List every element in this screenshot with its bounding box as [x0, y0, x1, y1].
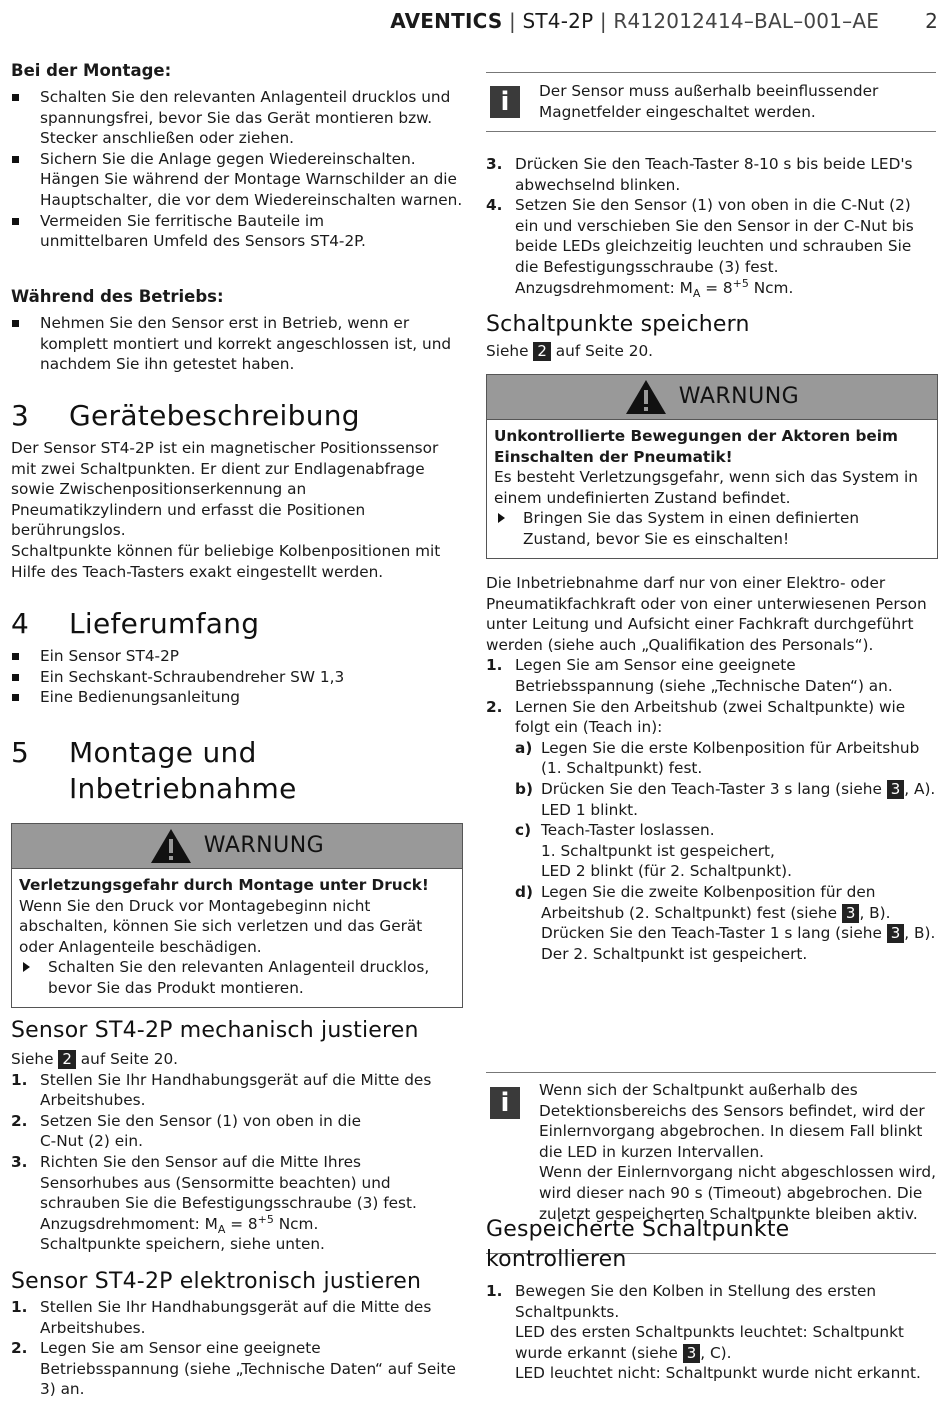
- section-number: 5: [11, 736, 30, 769]
- list-item: [11, 1070, 463, 1111]
- subsection-title: Schaltpunkte speichern: [486, 312, 750, 337]
- section-heading: [11, 735, 463, 807]
- step-number: 4.: [486, 196, 503, 215]
- step-text: Legen Sie die erste Kolbenposition für Arbeitshub (1. Schaltpunkt) fest.: [541, 738, 920, 778]
- list-item: [515, 882, 938, 964]
- step-number: 3.: [486, 155, 503, 173]
- info-paragraph: Wenn sich der Schaltpunkt außerhalb des Detektionsbereichs des Sensors befindet, wird der Einlernvorgang abgebrochen. In diesem Fall blinkt die LED in kurzen Intervallen.: [539, 1081, 925, 1161]
- step-text: Drücken Sie den Teach-Taster 1 s lang (siehe: [541, 924, 887, 943]
- step-text: , A).: [904, 779, 936, 798]
- title-line: Gespeicherte Schaltpunkte: [486, 1217, 790, 1242]
- section-5: [11, 735, 463, 807]
- see-reference: [486, 341, 938, 362]
- paragraph: Die Inbetriebnahme darf nur von einer Elektro- oder Pneumatikfachkraft oder von einer unterwiesenen Person unter Leitung und Aufsicht einer Fachkraft durchgeführt werden (siehe auch „Qualifikation des Personals“).: [486, 574, 927, 654]
- warning-headline: Verletzungsgefahr durch Montage unter Druck!: [19, 876, 429, 894]
- page-number: 2: [925, 9, 938, 33]
- step-note: LED 2 blinkt (für 2. Schaltpunkt).: [541, 862, 792, 881]
- product-name: ST4-2P: [522, 9, 594, 33]
- betrieb-section: [11, 286, 463, 375]
- figure-ref-box: 2: [533, 342, 551, 361]
- commissioning-steps: [486, 655, 938, 964]
- section-title: Montage und: [69, 736, 257, 769]
- step-text: Lernen Sie den Arbeitshub (zwei Schaltpunkte) wie folgt ein (Teach in):: [515, 697, 906, 737]
- list-item: [486, 1281, 938, 1384]
- step-number: 2.: [486, 697, 503, 716]
- montage-heading: Bei der Montage:: [11, 61, 172, 80]
- section-number: 4: [11, 607, 30, 640]
- step-text: Drücken Sie den Teach-Taster 8-10 s bis beide LED's abwechselnd blinken.: [515, 155, 913, 194]
- montage-list: [11, 87, 463, 252]
- step-number: 2.: [11, 1339, 28, 1358]
- betrieb-heading: Während des Betriebs:: [11, 287, 224, 306]
- step-number: 1.: [11, 1070, 28, 1089]
- figure-ref-box: 3: [683, 1344, 701, 1363]
- torque-text: Anzugsdrehmoment: M: [515, 278, 693, 297]
- step-text: Legen Sie am Sensor eine geeignete Betriebsspannung (siehe „Technische Daten“) an.: [515, 656, 893, 695]
- list-item: [515, 738, 938, 779]
- list-item: [11, 1111, 463, 1152]
- subsection-title: Sensor ST4-2P elektronisch justieren: [11, 1269, 422, 1294]
- step-text: Drücken Sie den Teach-Taster 3 s lang (siehe: [541, 779, 887, 798]
- list-item: Vermeiden Sie ferritische Bauteile im unmittelbaren Umfeld des Sensors ST4-2P.: [11, 211, 463, 252]
- list-item: Nehmen Sie den Sensor erst in Betrieb, wenn er komplett montiert und korrekt angeschlossen ist, und nachdem Sie ihn getestet haben.: [11, 313, 463, 375]
- step-number: 1.: [486, 656, 503, 675]
- info-icon: i: [490, 1087, 520, 1119]
- info-icon: i: [490, 86, 520, 118]
- torque-line: [515, 278, 938, 299]
- torque-sub: A: [692, 286, 701, 300]
- torque-sup: +5: [732, 276, 749, 290]
- torque-sup: +5: [257, 1212, 274, 1226]
- title-line: kontrollieren: [486, 1247, 627, 1272]
- step-note: 1. Schaltpunkt ist gespeichert,: [541, 841, 775, 860]
- step-note: LED leuchtet nicht: Schaltpunkt wurde nicht erkannt.: [515, 1364, 921, 1383]
- list-item: Sichern Sie die Anlage gegen Wiedereinschalten. Hängen Sie während der Montage Warnschilder an die Hauptschalter, die vor dem Wiedereinschalten warnen.: [11, 149, 463, 211]
- elek-steps: [11, 1297, 463, 1400]
- subsection-title: Sensor ST4-2P mechanisch justieren: [11, 1018, 419, 1043]
- step-note: [541, 923, 938, 944]
- see-text: auf Seite 20.: [75, 1050, 179, 1068]
- torque-text: Ncm.: [273, 1214, 319, 1233]
- warning-label: WARNUNG: [678, 383, 800, 409]
- delivery-list: [11, 646, 463, 708]
- step-text: Setzen Sie den Sensor (1) von oben in die C-Nut (2) ein und verschieben Sie den Sensor in der C-Nut bis beide LEDs gleichzeitig leuchten und schrauben Sie die Befestigungsschraube (3) fest.: [515, 196, 914, 276]
- step-number: 1.: [486, 1282, 503, 1300]
- right-column: [486, 0, 938, 1383]
- steps-a: [486, 154, 938, 298]
- warning-triangle-icon: [625, 379, 667, 415]
- step-text: , B).: [904, 924, 936, 943]
- paragraph: Der Sensor ST4-2P ist ein magnetischer Positionssensor mit zwei Schaltpunkten. Er dient zur Endlagenabfrage sowie Zwischenpositionserkennung an Pneumatikzylindern und erfasst die Positionen berührungslos.: [11, 439, 439, 540]
- torque-text: Anzugsdrehmoment: M: [40, 1214, 218, 1233]
- section-title: Lieferumfang: [69, 607, 260, 640]
- step-text: Legen Sie am Sensor eine geeignete Betriebsspannung (siehe „Technische Daten“ auf Seite 3) an.: [40, 1339, 456, 1399]
- see-reference: [11, 1049, 463, 1070]
- step-text: Setzen Sie den Sensor (1) von oben in die C-Nut (2) ein.: [40, 1111, 362, 1151]
- warning-headline: Unkontrollierte Bewegungen der Aktoren beim Einschalten der Pneumatik!: [494, 427, 898, 466]
- figure-ref-box: 3: [887, 780, 905, 799]
- figure-ref-box: 3: [887, 924, 905, 943]
- warning-body: [12, 869, 462, 1007]
- torque-text: = 8: [700, 278, 733, 297]
- substep-letter: b): [515, 779, 533, 798]
- substep-letter: c): [515, 821, 532, 840]
- step-text: Richten Sie den Sensor auf die Mitte Ihres Sensorhubes aus (Sensormitte beachten) und schrauben Sie die Befestigungsschraube (3) fest.: [40, 1152, 417, 1213]
- step-text: , C).: [700, 1343, 732, 1362]
- steps-list: [486, 154, 938, 298]
- brand: AVENTICS: [390, 9, 503, 33]
- list-item: Schalten Sie den relevanten Anlagenteil drucklos und spannungsfrei, bevor Sie das Gerät montieren bzw. Stecker anschließen oder ziehen.: [11, 87, 463, 149]
- mech-section: [11, 1016, 463, 1255]
- step-number: 1.: [11, 1298, 28, 1316]
- info-box: [486, 72, 936, 132]
- torque-sub: A: [217, 1222, 226, 1236]
- warning-text: Es besteht Verletzungsgefahr, wenn sich das System in einem undefinierten Zustand befindet.: [494, 468, 919, 507]
- list-item: [515, 820, 938, 882]
- commissioning-section: [486, 573, 938, 964]
- step-note: Der 2. Schaltpunkt ist gespeichert.: [541, 944, 808, 963]
- warning-text: Wenn Sie den Druck vor Montagebeginn nicht abschalten, können Sie sich verletzen und das Gerät oder Anlagenteile beschädigen.: [19, 896, 423, 956]
- step-text: Teach-Taster loslassen.: [541, 821, 715, 840]
- torque-line: [40, 1214, 463, 1235]
- see-text: auf Seite 20.: [550, 342, 654, 360]
- section-title-cont: Inbetriebnahme: [69, 772, 297, 805]
- figure-ref-box: 3: [842, 904, 860, 923]
- header-separator: |: [593, 9, 614, 33]
- list-item: [515, 779, 938, 820]
- paragraph: Schaltpunkte können für beliebige Kolbenpositionen mit Hilfe des Teach-Tasters exakt eingestellt werden.: [11, 541, 441, 581]
- step-text: Stellen Sie Ihr Handhabungsgerät auf die Mitte des Arbeitshubes.: [40, 1070, 432, 1110]
- step-number: 2.: [11, 1111, 28, 1130]
- teach-substeps: [515, 738, 938, 965]
- list-item: Ein Sensor ST4-2P: [11, 646, 463, 667]
- list-item: [11, 1297, 463, 1338]
- warning-body: [487, 420, 937, 558]
- step-text: , B).: [859, 903, 891, 922]
- elek-section: [11, 1267, 463, 1400]
- kontr-steps: [486, 1281, 938, 1384]
- warning-bar: [12, 824, 462, 869]
- section-3-body: [11, 438, 463, 582]
- speich-section: [486, 310, 938, 362]
- warning-box: [486, 374, 938, 559]
- substep-letter: d): [515, 882, 533, 901]
- section-4: [11, 606, 463, 708]
- mech-steps: [11, 1070, 463, 1255]
- betrieb-list: [11, 313, 463, 375]
- step-note: Schaltpunkte speichern, siehe unten.: [40, 1235, 325, 1254]
- see-text: Siehe: [11, 1050, 59, 1068]
- step-note: LED 1 blinkt.: [541, 800, 639, 819]
- section-heading: [11, 606, 463, 642]
- substep-letter: a): [515, 738, 533, 757]
- figure-ref-box: 2: [58, 1050, 76, 1069]
- torque-text: = 8: [225, 1214, 258, 1233]
- info-text: [486, 1073, 936, 1224]
- warning-action: Bringen Sie das System in einen definierten Zustand, bevor Sie es einschalten!: [494, 508, 930, 549]
- list-item: [486, 154, 938, 195]
- torque-text: Ncm.: [748, 278, 794, 297]
- section-number: 3: [11, 399, 30, 432]
- step-text: Stellen Sie Ihr Handhabungsgerät auf die Mitte des Arbeitshubes.: [40, 1298, 432, 1337]
- section-3: [11, 398, 463, 582]
- warning-action: Schalten Sie den relevanten Anlagenteil drucklos, bevor Sie das Produkt montieren.: [19, 957, 455, 998]
- info-text: Der Sensor muss außerhalb beeinflussender Magnetfelder eingeschaltet werden.: [539, 82, 879, 121]
- step-text: Legen Sie die zweite Kolbenposition für den Arbeitshub (2. Schaltpunkt) fest (siehe: [541, 882, 876, 922]
- section-heading: [11, 398, 463, 434]
- warning-bar: [487, 375, 937, 420]
- step-text: LED des ersten Schaltpunkts leuchtet: Schaltpunkt wurde erkannt (siehe: [515, 1323, 904, 1362]
- header-separator: |: [502, 9, 523, 33]
- document-number: R412012414–BAL–001–AE: [613, 9, 880, 33]
- step-text: Bewegen Sie den Kolben in Stellung des ersten Schaltpunkts.: [515, 1282, 877, 1321]
- see-text: Siehe: [486, 342, 534, 360]
- warning-box: [11, 823, 463, 1008]
- kontr-section: [486, 1215, 938, 1384]
- step-note: [515, 1322, 938, 1363]
- list-item: [11, 1338, 463, 1400]
- list-item: [11, 1152, 463, 1255]
- list-item: Eine Bedienungsanleitung: [11, 687, 463, 708]
- section-title: Gerätebeschreibung: [69, 399, 360, 432]
- montage-section: [11, 60, 463, 252]
- step-number: 3.: [11, 1152, 28, 1171]
- subsection-title: [486, 1215, 938, 1275]
- warning-label: WARNUNG: [203, 832, 325, 858]
- list-item: Ein Sechskant-Schraubendreher SW 1,3: [11, 667, 463, 688]
- list-item: [486, 195, 938, 298]
- list-item: [486, 655, 938, 696]
- list-item: [486, 697, 938, 965]
- warning-triangle-icon: [150, 828, 192, 864]
- info-paragraph: Wenn der Einlernvorgang nicht abgeschlossen wird, wird dieser nach 90 s (Timeout) abgebrochen. Die zuletzt gespeicherten Schaltpunkte bleiben aktiv.: [539, 1163, 936, 1223]
